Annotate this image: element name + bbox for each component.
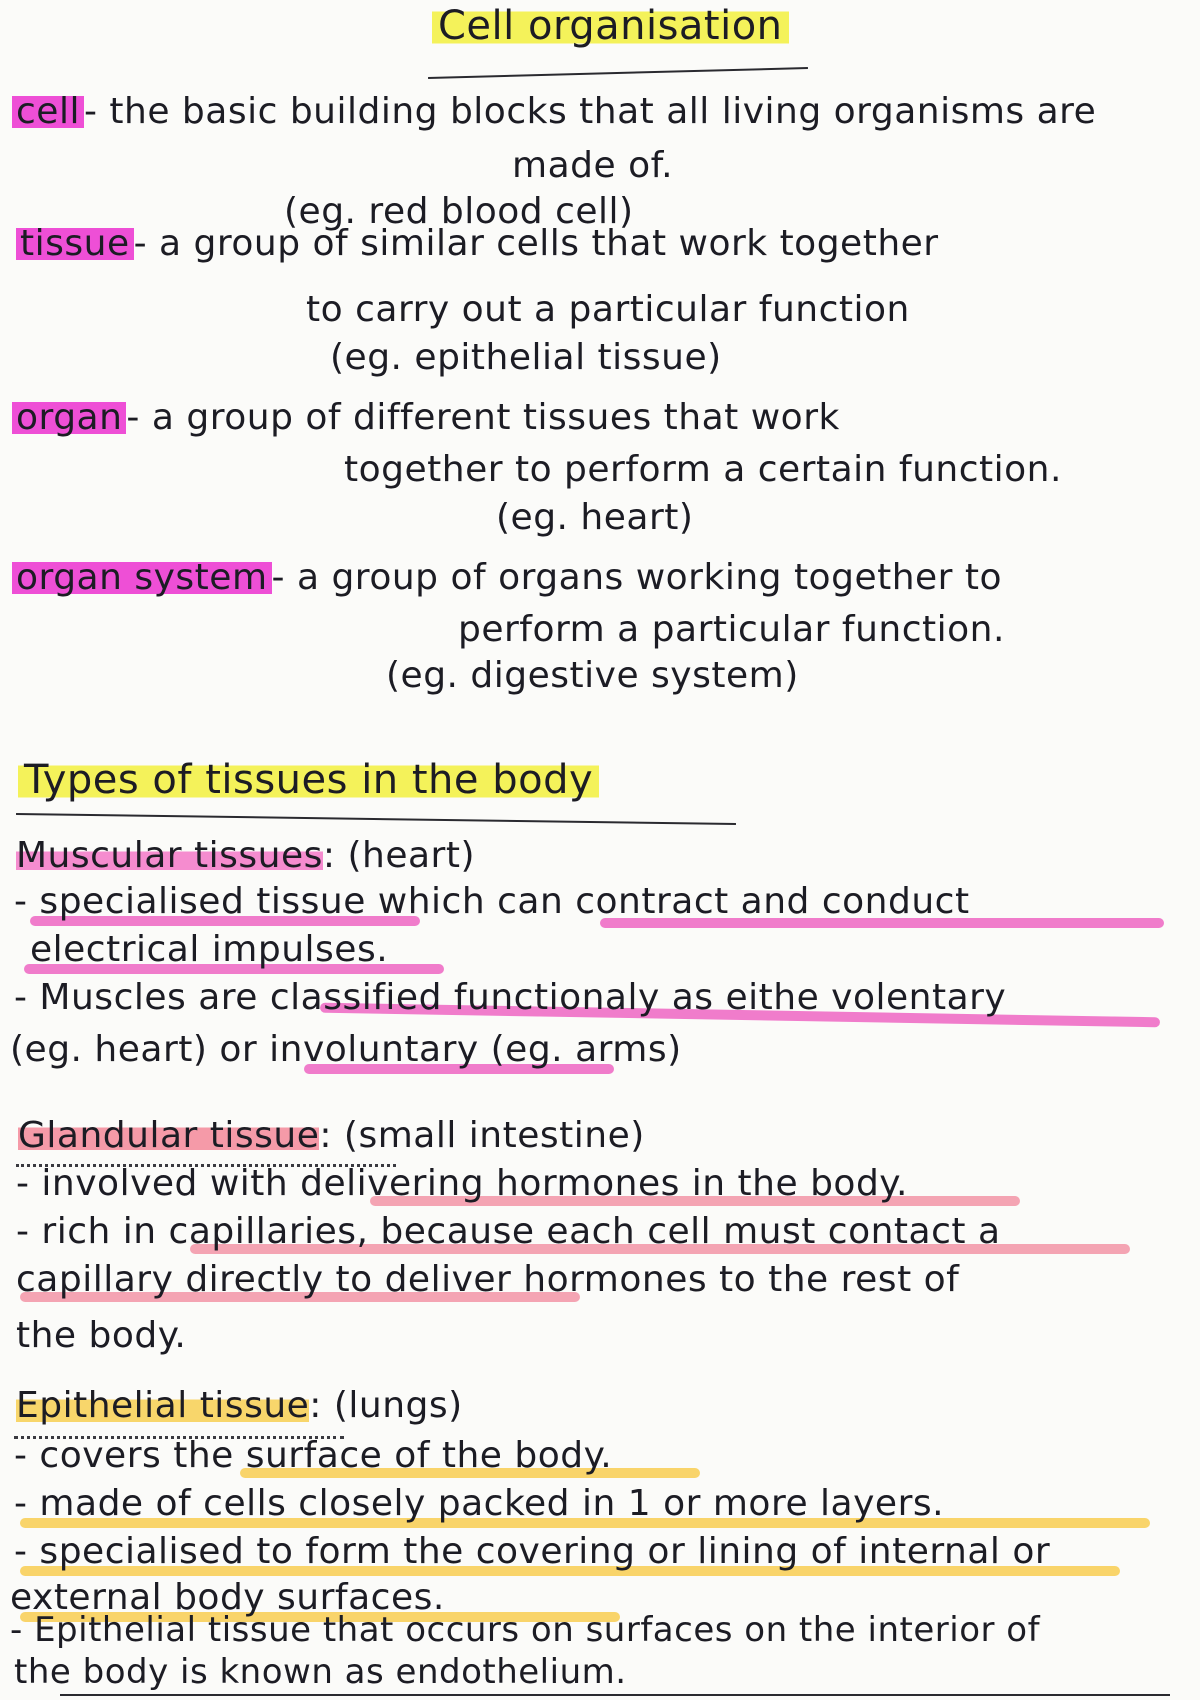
- definition-cell-line-1: - the basic building blocks that all living organisms are: [83, 91, 1097, 132]
- epithelial-line-2: - made of cells closely packed in 1 or more layers.: [14, 1483, 945, 1524]
- tissue-glandular-heading: [18, 1116, 645, 1156]
- epithelial-line-5: - Epithelial tissue that occurs on surfaces on the interior of: [10, 1610, 1041, 1650]
- tissue-muscular-example: : (heart): [322, 835, 476, 876]
- section-title-text: Types of tissues in the body: [18, 757, 599, 803]
- definition-tissue: [16, 224, 939, 264]
- tissue-muscular-name: Muscular tissues: [16, 835, 323, 876]
- definition-organ-line-2: together to perform a certain function.: [344, 449, 1062, 490]
- title-underline: [428, 67, 808, 79]
- term-cell: cell: [12, 91, 84, 132]
- definition-organ-system-line-2: perform a particular function.: [458, 609, 1005, 650]
- muscular-line-4: (eg. heart) or involuntary (eg. arms): [10, 1029, 682, 1070]
- definition-organ-example: (eg. heart): [496, 497, 694, 538]
- epithelial-line-3: - specialised to form the covering or lining of internal or: [14, 1531, 1051, 1572]
- definition-cell: [12, 92, 1096, 132]
- epithelial-line-1: - covers the surface of the body.: [14, 1435, 613, 1476]
- tissue-epithelial-heading: [16, 1386, 463, 1426]
- page-title-text: Cell organisation: [432, 3, 789, 49]
- muscular-line-1: - specialised tissue which can contract and conduct: [14, 881, 970, 922]
- glandular-line-4: the body.: [16, 1315, 187, 1356]
- tissue-muscular-heading: [16, 836, 475, 876]
- definition-tissue-line-1: - a group of similar cells that work together: [133, 223, 939, 264]
- tissue-epithelial-name: Epithelial tissue: [16, 1385, 310, 1426]
- tissue-glandular-example: : (small intestine): [319, 1115, 645, 1156]
- glandular-line-1: - involved with delivering hormones in the body.: [16, 1163, 908, 1204]
- glandular-line-2: - rich in capillaries, because each cell must contact a: [16, 1211, 1001, 1252]
- definition-organ-system: [12, 558, 1002, 598]
- section-title: [18, 757, 599, 803]
- definition-organ-line-1: - a group of different tissues that work: [126, 397, 840, 438]
- term-organ-system: organ system: [12, 557, 272, 598]
- definition-organ-system-line-1: - a group of organs working together to: [271, 557, 1003, 598]
- section-title-underline: [16, 813, 736, 825]
- muscular-line-3: - Muscles are classified functionaly as eithe volentary: [14, 977, 1007, 1018]
- muscular-line-2: electrical impulses.: [30, 929, 389, 970]
- tissue-epithelial-example: : (lungs): [309, 1385, 463, 1426]
- page-bottom-rule: [60, 1694, 1170, 1696]
- definition-tissue-example: (eg. epithelial tissue): [330, 337, 722, 378]
- epithelial-line-4: external body surfaces.: [10, 1577, 445, 1618]
- tissue-glandular-name: Glandular tissue: [18, 1115, 320, 1156]
- definition-tissue-line-2: to carry out a particular function: [306, 289, 910, 330]
- term-tissue: tissue: [16, 223, 134, 264]
- page-title: [432, 3, 789, 49]
- definition-cell-line-2: made of.: [512, 145, 674, 186]
- definition-organ: [12, 398, 840, 438]
- definition-cell-example: (eg. red blood cell): [284, 191, 634, 232]
- term-organ: organ: [12, 397, 126, 438]
- glandular-line-3: capillary directly to deliver hormones to the rest of: [16, 1259, 960, 1300]
- epithelial-line-6: the body is known as endothelium.: [14, 1652, 627, 1692]
- definition-organ-system-example: (eg. digestive system): [386, 655, 799, 696]
